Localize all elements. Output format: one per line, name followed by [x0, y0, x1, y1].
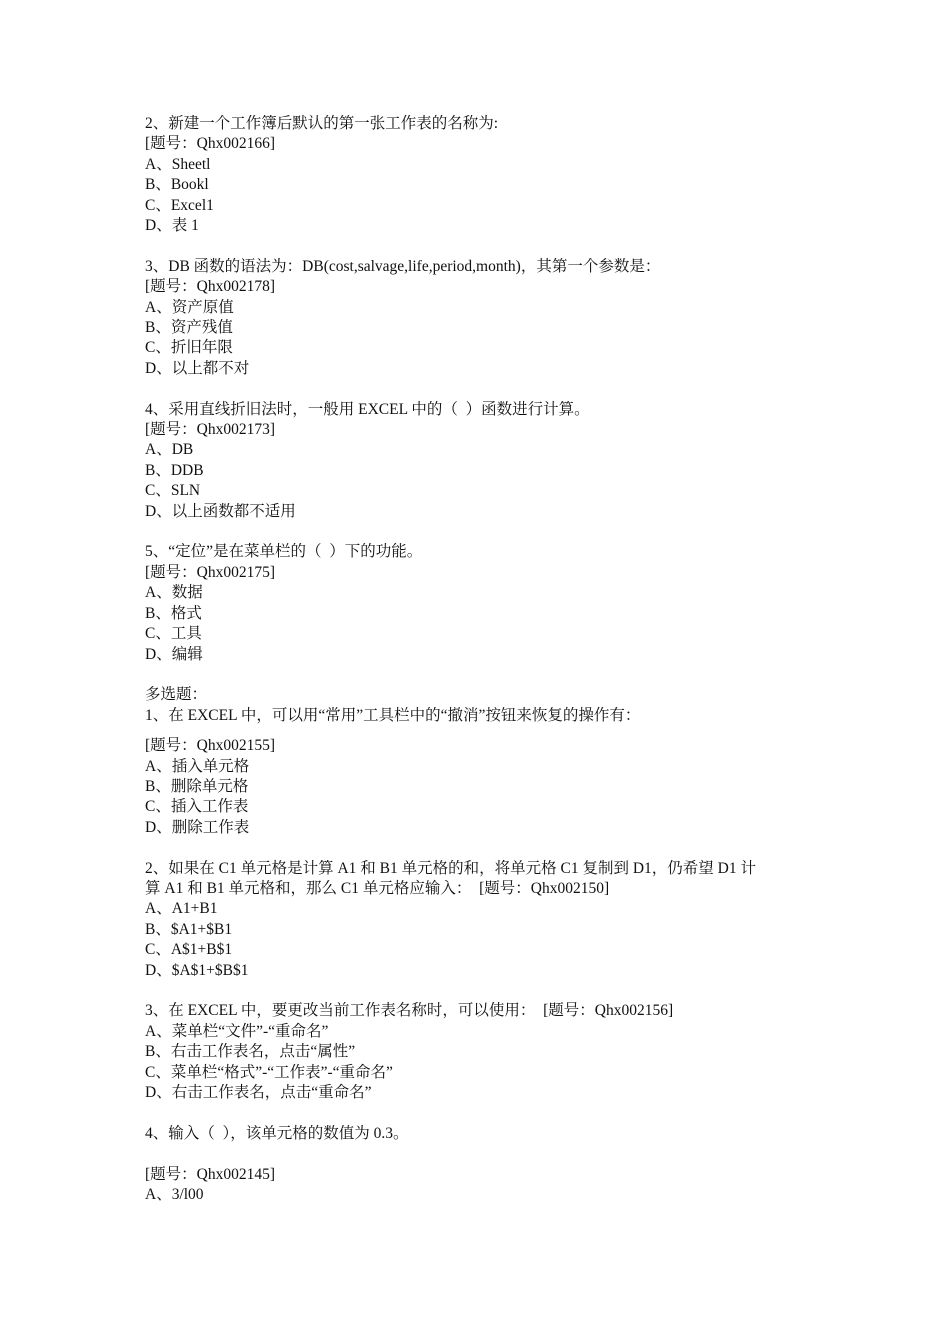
question-text: 4、输入（ ），该单元格的数值为 0.3。	[145, 1124, 409, 1142]
option-b: B、Bookl	[145, 176, 209, 194]
document-page	[145, 114, 825, 1205]
option-c: C、A$1+B$1	[145, 941, 233, 959]
option-c: C、Excel1	[145, 196, 214, 214]
option-b: B、删除单元格	[145, 777, 249, 795]
option-a: A、3/l00	[145, 1186, 204, 1203]
option-d: D、以上函数都不适用	[145, 502, 296, 520]
question-id: [题号：Qhx002166]	[145, 135, 276, 153]
option-a: A、资产原值	[145, 298, 234, 316]
question-id: [题号：Qhx002173]	[145, 421, 276, 439]
option-a: A、数据	[145, 584, 203, 602]
option-d: D、表 1	[145, 217, 199, 235]
option-c: C、折旧年限	[145, 339, 233, 357]
option-b: B、DDB	[145, 461, 204, 479]
option-c: C、插入工作表	[145, 798, 249, 816]
question-block	[145, 1124, 825, 1206]
option-c: C、SLN	[145, 482, 201, 500]
question-text: 3、DB 函数的语法为：DB(cost,salvage,life,period,month)，其第一个参数是：	[145, 257, 661, 275]
question-block	[145, 706, 825, 838]
option-a: A、插入单元格	[145, 757, 250, 775]
question-id: [题号：Qhx002155]	[145, 737, 276, 755]
question-id: [题号：Qhx002175]	[145, 563, 276, 581]
option-b: B、右击工作表名，点击“属性”	[145, 1043, 356, 1061]
option-d: D、右击工作表名，点击“重命名”	[145, 1084, 372, 1101]
question-text: 5、“定位”是在菜单栏的（ ）下的功能。	[145, 543, 423, 561]
option-a: A、Sheetl	[145, 155, 211, 173]
option-c: C、菜单栏“格式”-“工作表”-“重命名”	[145, 1063, 393, 1081]
question-text: 4、采用直线折旧法时，一般用 EXCEL 中的（ ）函数进行计算。	[145, 400, 590, 418]
option-a: A、A1+B1	[145, 900, 218, 918]
question-block	[145, 400, 825, 522]
question-block	[145, 542, 825, 664]
option-d: D、$A$1+$B$1	[145, 961, 249, 979]
question-text: 2、新建一个工作簿后默认的第一张工作表的名称为:	[145, 115, 499, 132]
option-a: A、菜单栏“文件”-“重命名”	[145, 1022, 329, 1040]
option-d: D、删除工作表	[145, 818, 250, 836]
question-text-line1: 2、如果在 C1 单元格是计算 A1 和 B1 单元格的和，将单元格 C1 复制到 D1，仍希望 D1 计	[145, 859, 756, 877]
question-id: [题号：Qhx002145]	[145, 1165, 276, 1183]
option-b: B、资产残值	[145, 319, 233, 337]
question-text: 1、在 EXCEL 中，可以用“常用”工具栏中的“撤消”按钮来恢复的操作有：	[145, 706, 641, 724]
question-block	[145, 257, 825, 379]
section-heading: 多选题：	[145, 686, 208, 704]
option-b: B、$A1+$B1	[145, 920, 233, 938]
option-d: D、以上都不对	[145, 359, 250, 377]
option-c: C、工具	[145, 625, 202, 643]
option-d: D、编辑	[145, 645, 203, 663]
question-text-line2: 算 A1 和 B1 单元格和，那么 C1 单元格应输入： [题号：Qhx002150]	[145, 879, 610, 897]
question-id: [题号：Qhx002178]	[145, 278, 276, 296]
question-text: 3、在 EXCEL 中，要更改当前工作表名称时，可以使用： [题号：Qhx002156]	[145, 1002, 674, 1020]
option-b: B、格式	[145, 604, 202, 622]
question-block	[145, 114, 825, 236]
question-block	[145, 859, 825, 981]
question-block	[145, 1001, 825, 1103]
option-a: A、DB	[145, 441, 194, 459]
